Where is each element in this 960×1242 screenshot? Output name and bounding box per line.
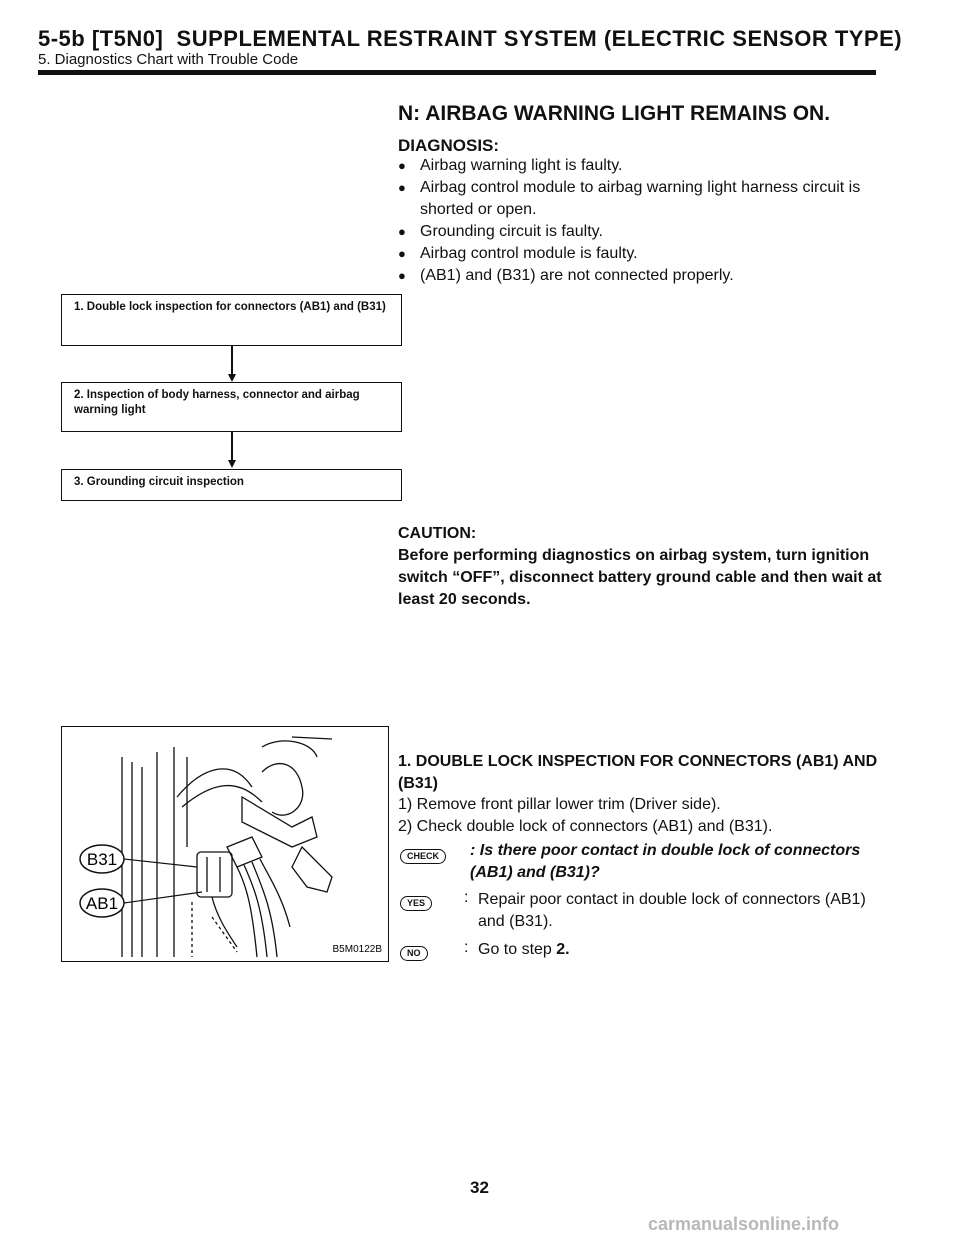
page-header-subtitle: 5. Diagnostics Chart with Trouble Code bbox=[38, 51, 299, 68]
step-1-title: 1. DOUBLE LOCK INSPECTION FOR CONNECTORS (AB1) AND (B31) bbox=[398, 753, 878, 792]
connector-illustration bbox=[62, 727, 388, 960]
label-b31-callout bbox=[80, 845, 197, 873]
diagnosis-item: ● Grounding circuit is faulty. bbox=[398, 221, 868, 243]
flow-arrow-line bbox=[231, 346, 233, 376]
page-header-title: SUPPLEMENTAL RESTRAINT SYSTEM (ELECTRIC SENSOR TYPE) bbox=[176, 26, 903, 51]
label-ab1: AB1 bbox=[85, 894, 119, 913]
connector-figure bbox=[61, 726, 389, 962]
no-colon: : bbox=[464, 939, 469, 956]
no-answer: Go to step 2. bbox=[478, 941, 570, 958]
yes-answer: Repair poor contact in double lock of connectors (AB1) and (B31). bbox=[478, 891, 866, 930]
diagnosis-item: ● Airbag control module to airbag warning light harness circuit is shorted or open. bbox=[398, 177, 868, 221]
page-header-code: 5-5b [T5N0] SUPPLEMENTAL RESTRAINT SYSTEM (ELECTRIC SENSOR TYPE) bbox=[38, 26, 903, 51]
figure-code: B5M0122B bbox=[332, 944, 382, 955]
diagnosis-list bbox=[398, 155, 868, 287]
label-b31: B31 bbox=[86, 850, 118, 869]
flow-arrow-head bbox=[228, 374, 236, 382]
flow-step-1: 1. Double lock inspection for connectors (AB1) and (B31) bbox=[61, 294, 402, 346]
flow-arrow-head bbox=[228, 460, 236, 468]
header-rule bbox=[38, 70, 876, 75]
watermark: carmanualsonline.info bbox=[648, 1214, 840, 1234]
no-step-ref: 2. bbox=[556, 941, 570, 958]
diagnosis-item: ● Airbag control module is faulty. bbox=[398, 243, 868, 265]
caution-label: CAUTION: bbox=[398, 525, 477, 542]
page-number: 32 bbox=[470, 1178, 489, 1197]
yes-badge: YES bbox=[400, 893, 432, 911]
flow-step-3: 3. Grounding circuit inspection bbox=[61, 469, 402, 501]
diagnosis-item: ● Airbag warning light is faulty. bbox=[398, 155, 868, 177]
diagnosis-label: DIAGNOSIS: bbox=[398, 136, 500, 155]
step-1-instruction: 2) Check double lock of connectors (AB1) and (B31). bbox=[398, 818, 773, 835]
diagnosis-item: ● (AB1) and (B31) are not connected properly. bbox=[398, 265, 868, 287]
flow-step-2: 2. Inspection of body harness, connector and airbag warning light bbox=[61, 382, 402, 432]
label-ab1-callout bbox=[80, 889, 202, 917]
check-badge: CHECK bbox=[400, 846, 446, 864]
caution-text: Before performing diagnostics on airbag system, turn ignition switch “OFF”, disconnect battery ground cable and then wait at least 20 seconds. bbox=[398, 547, 882, 608]
no-badge: NO bbox=[400, 943, 428, 961]
flow-arrow-line bbox=[231, 432, 233, 462]
step-1-instruction: 1) Remove front pillar lower trim (Driver side). bbox=[398, 796, 721, 813]
check-question: : Is there poor contact in double lock of connectors (AB1) and (B31)? bbox=[470, 842, 861, 881]
section-title: N: AIRBAG WARNING LIGHT REMAINS ON. bbox=[398, 102, 831, 125]
yes-colon: : bbox=[464, 889, 469, 906]
